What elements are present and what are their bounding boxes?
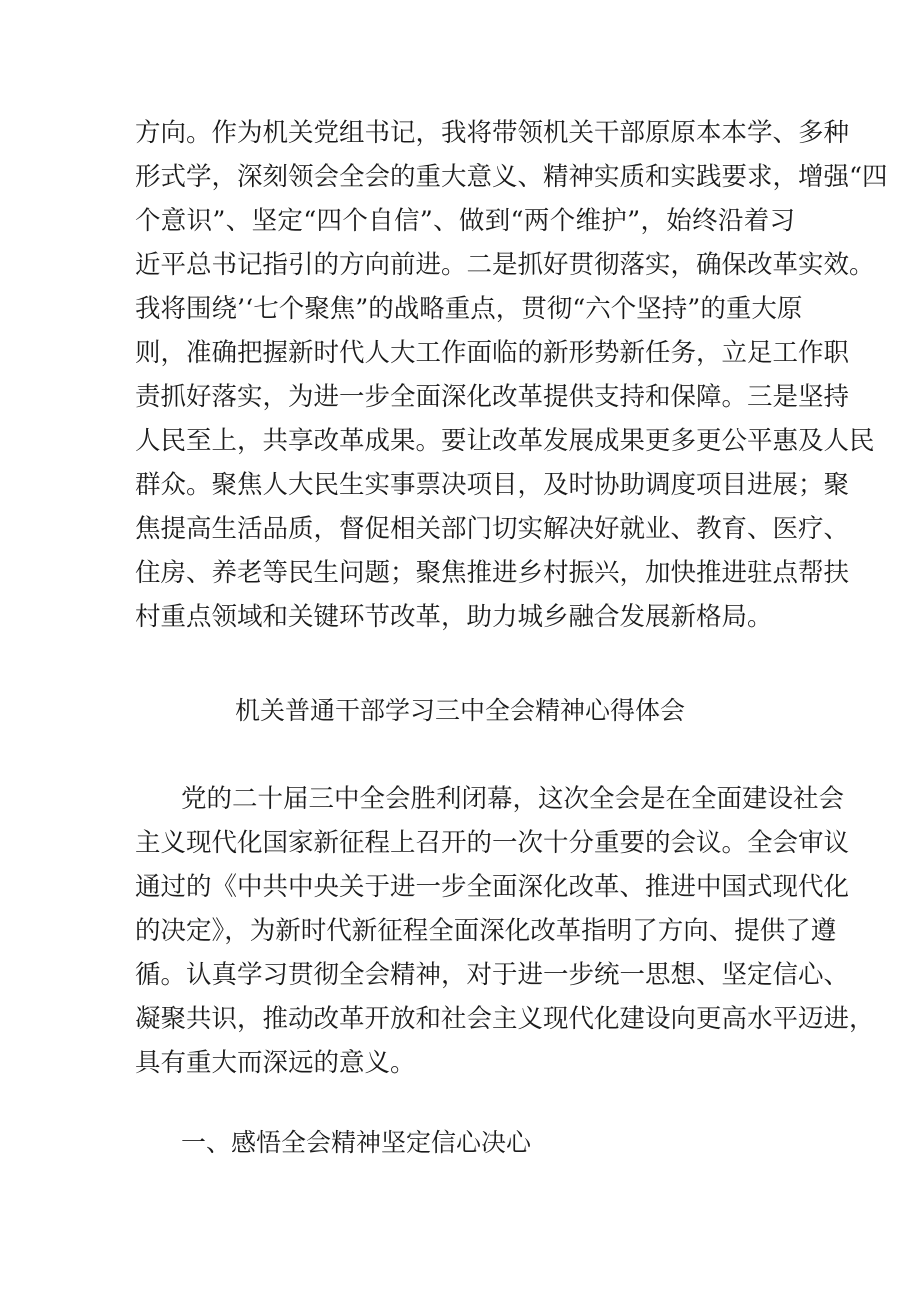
- paragraph-line: 则，准确把握新时代人大工作面临的新形势新任务，立足工作职: [135, 338, 850, 368]
- paragraph-line: 方向。作为机关党组书记，我将带领机关干部原原本本学、多种: [135, 118, 850, 148]
- paragraph-line: 人民至上，共享改革成果。要让改革发展成果更多更公平惠及人民: [135, 426, 875, 456]
- paragraph-line: 住房、养老等民生问题；聚焦推进乡村振兴，加快推进驻点帮扶: [135, 558, 850, 588]
- article-title: 机关普通干部学习三中全会精神心得体会: [234, 696, 685, 725]
- paragraph-line: 具有重大而深远的意义。: [135, 1048, 416, 1078]
- paragraph-line: 党的二十届三中全会胜利闭幕，这次全会是在全面建设社会: [181, 784, 845, 814]
- section-heading: 一、感悟全会精神坚定信心决心: [181, 1128, 532, 1157]
- paragraph-line: 群众。聚焦人大民生实事票决项目，及时协助调度项目进展；聚: [135, 470, 850, 500]
- paragraph-line: 责抓好落实，为进一步全面深化改革提供支持和保障。三是坚持: [135, 382, 850, 412]
- paragraph-line: 我将围绕’‘七个聚焦”的战略重点，贯彻“六个坚持”的重大原: [135, 294, 803, 324]
- paragraph-line: 焦提高生活品质，督促相关部门切实解决好就业、教育、医疗、: [135, 514, 850, 544]
- paragraph-line: 主义现代化国家新征程上召开的一次十分重要的会议。全会审议: [135, 828, 850, 858]
- paragraph-line: 个意识”、坚定“四个自信”、做到“两个维护”，始终沿着习: [135, 206, 795, 236]
- paragraph-line: 循。认真学习贯彻全会精神，对于进一步统一思想、坚定信心、: [135, 960, 850, 990]
- paragraph-line: 的决定》，为新时代新征程全面深化改革指明了方向、提供了遵: [135, 916, 837, 946]
- paragraph-line: 近平总书记指引的方向前进。二是抓好贯彻落实，确保改革实效。: [135, 250, 875, 280]
- paragraph-line: 凝聚共识，推动改革开放和社会主义现代化建设向更高水平迈进，: [135, 1004, 875, 1034]
- paragraph-line: 通过的《中共中央关于进一步全面深化改革、推进中国式现代化: [135, 872, 850, 902]
- paragraph-line: 村重点领域和关键环节改革，助力城乡融合发展新格局。: [135, 602, 773, 632]
- paragraph-line: 形式学，深刻领会全会的重大意义、精神实质和实践要求，增强“四: [135, 162, 888, 192]
